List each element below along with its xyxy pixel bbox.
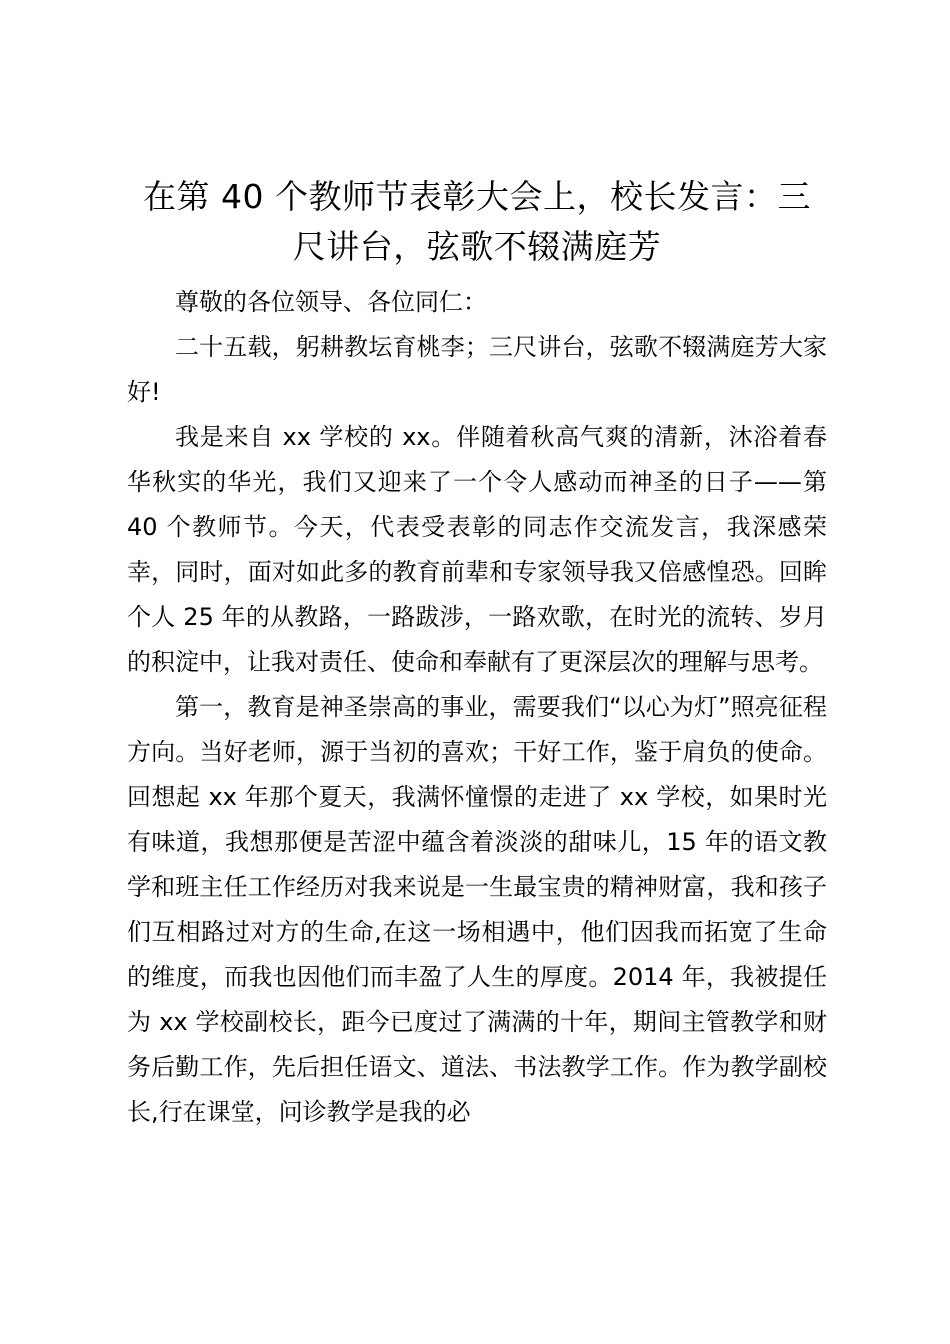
introduction-paragraph: 我是来自 xx 学校的 xx。伴随着秋高气爽的清新，沐浴着春华秋实的华光，我们又迎来了一个令人感动而神圣的日子——第 40 个教师节。今天，代表受表彰的同志作交流发言，我深感荣幸，同时，面对如此多的教育前辈和专家领导我又倍感惶恐。回眸个人 25 年的从教路，一路跋涉，一路欢歌，在时光的流转、岁月的积淀中，让我对责任、使命和奉献有了更深层次的理解与思考。 [127, 423, 827, 676]
document-title: 在第 40 个教师节表彰大会上，校长发言：三尺讲台，弦歌不辍满庭芳 [143, 177, 811, 266]
document-page [127, 172, 827, 1135]
salutation-paragraph: 尊敬的各位领导、各位同仁： [175, 288, 487, 316]
document-body [127, 280, 827, 1135]
first-point-paragraph: 第一，教育是神圣崇高的事业，需要我们“以心为灯”照亮征程方向。当好老师，源于当初的喜欢；干好工作，鉴于肩负的使命。回想起 xx 年那个夏天，我满怀憧憬的走进了 xx 学校，如果时光有味道，我想那便是苦涩中蕴含着淡淡的甜味儿，15 年的语文教学和班主任工作经历对我来说是一生最宝贵的精神财富，我和孩子们互相路过对方的生命,在这一场相遇中，他们因我而拓宽了生命的维度，而我也因他们而丰盈了人生的厚度。2014 年，我被提任为 xx 学校副校长，距今已度过了满满的十年，期间主管教学和财务后勤工作，先后担任语文、道法、书法教学工作。作为教学副校长,行在课堂，问诊教学是我的必 [127, 693, 827, 1126]
greeting-paragraph: 二十五载，躬耕教坛育桃李；三尺讲台，弦歌不辍满庭芳大家好! [127, 333, 827, 406]
